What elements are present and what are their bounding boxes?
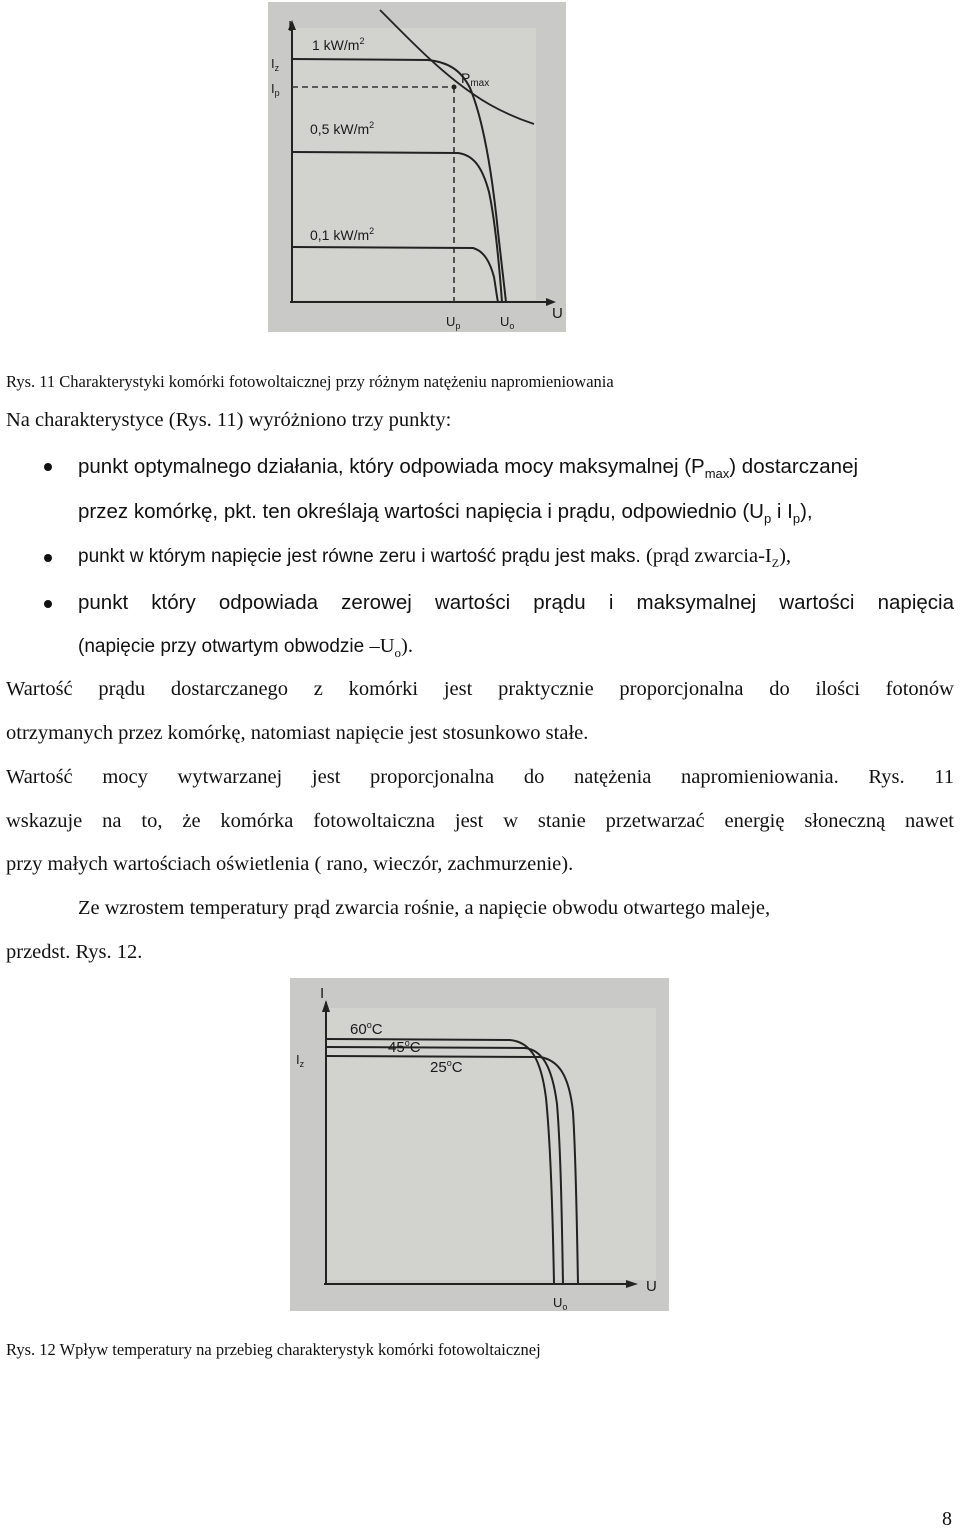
paragraph-1-line-1: Wartość prądu dostarczanego z komórki jest praktycznie proporcjonalna do ilości fotonów — [6, 678, 954, 700]
paragraph-2-line-1: Wartość mocy wytwarzanej jest proporcjonalna do natężenia napromieniowania. Rys. 11 — [6, 766, 954, 788]
curve-label-60c: 60$^o$C — [350, 1020, 383, 1038]
temperature-chart — [290, 978, 669, 1311]
paragraph-2-line-3: przy małych wartościach oświetlenia ( rano, wieczór, zachmurzenie). — [6, 853, 574, 875]
iz-label: $I_z$ — [296, 1052, 305, 1069]
uo-label: $U_o$ — [500, 314, 515, 331]
bullet-1-line-1: punkt optymalnego działania, który odpowiada mocy maksymalnej $(P_{max})$ dostarczanej — [78, 455, 859, 482]
figure-temperature-curves — [290, 978, 669, 1311]
ip-label: $I_p$ — [271, 81, 280, 98]
x-axis-label: U — [646, 1278, 657, 1295]
figure-caption-2: Rys. 12 Wpływ temperatury na przebieg charakterystyk komórki fotowoltaicznej — [6, 1340, 541, 1359]
up-label: $U_p$ — [446, 314, 461, 331]
chart-plot-area — [292, 28, 536, 300]
iz-label: $I_z$ — [271, 56, 280, 73]
curve-label-0-1-kw: 0,1 $kW/m^2$ — [310, 226, 375, 243]
paragraph-3-line-1: Ze wzrostem temperatury prąd zwarcia rośnie, a napięcie obwodu otwartego maleje, — [78, 897, 771, 919]
irradiance-chart — [268, 2, 566, 332]
curve-label-0-5-kw: 0,5 $kW/m^2$ — [310, 120, 375, 137]
bullet-dot-2 — [44, 554, 52, 562]
bullet-2-text: punkt w którym napięcie jest równe zeru i wartość prądu jest maks. (prąd zwarcia-$I_Z$), — [78, 545, 792, 571]
bullet-dot-3 — [44, 600, 52, 608]
curve-label-1-kw: 1 $kW/m^2$ — [312, 36, 365, 53]
x-axis-arrow-icon — [626, 1280, 638, 1288]
figure-irradiance-curves — [268, 2, 566, 332]
uo-label: $U_o$ — [553, 1295, 568, 1311]
bullet-3-line-1: punkt który odpowiada zerowej wartości prądu i maksymalnej wartości napięcia — [78, 591, 954, 614]
bullet-3-line-2: (napięcie przy otwartym obwodzie $-U_o$). — [78, 635, 413, 661]
y-axis-label: I — [288, 18, 293, 35]
x-axis-label: U — [552, 305, 563, 322]
intro-line: Na charakterystyce (Rys. 11) wyróżniono trzy punkty: — [6, 409, 452, 431]
curve-label-25c: 25$^o$C — [430, 1058, 463, 1076]
page-number: 8 — [942, 1508, 952, 1530]
pmax-point — [452, 85, 457, 90]
paragraph-2-line-2: wskazuje na to, że komórka fotowoltaiczna jest w stanie przetwarzać energię słoneczną nawet — [6, 810, 954, 832]
paragraph-1-line-2: otrzymanych przez komórkę, natomiast napięcie jest stosunkowo stałe. — [6, 722, 589, 744]
figure-caption-1: Rys. 11 Charakterystyki komórki fotowoltaicznej przy różnym natężeniu napromieniowania — [6, 372, 614, 391]
pmax-label: $P_{max}$ — [461, 70, 490, 89]
y-axis-label: I — [320, 985, 325, 1002]
bullet-dot-1 — [44, 463, 52, 471]
bullet-1-line-2: przez komórkę, pkt. ten określają wartości napięcia i prądu, odpowiednio ($U_p$ i $I_p$), — [78, 500, 813, 527]
paragraph-3-line-2: przedst. Rys. 12. — [6, 941, 143, 963]
curve-label-45c: 45$^o$C — [388, 1038, 421, 1056]
